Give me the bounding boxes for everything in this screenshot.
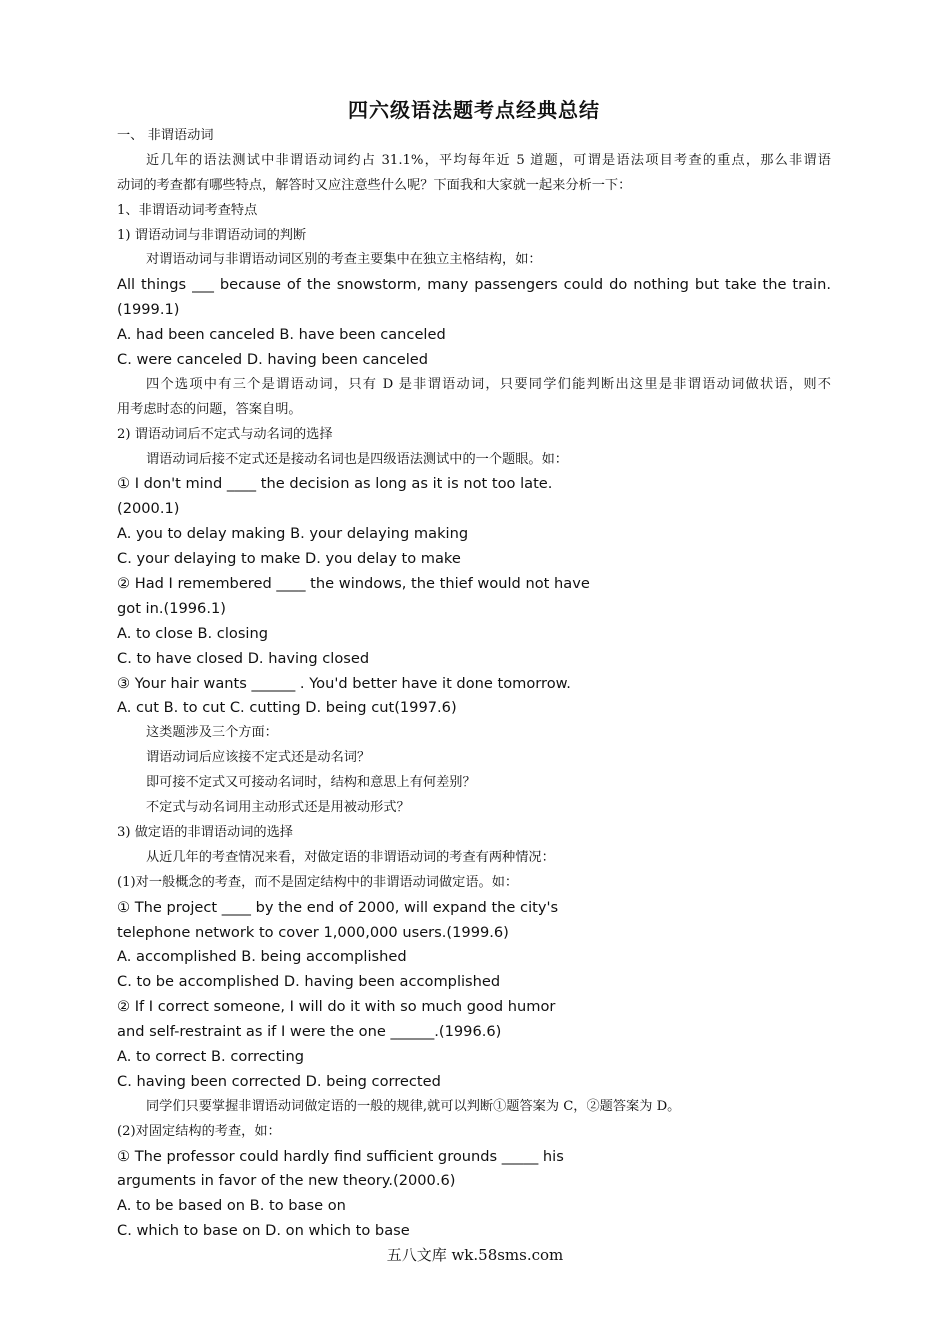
document-body [117, 124, 831, 1244]
text-line: A. cut B. to cut C. cutting D. being cut(1997.6) [117, 699, 457, 717]
text-line: C. your delaying to make D. you delay to make [117, 550, 461, 568]
document-page [117, 96, 831, 1244]
text-line: 1、非谓语动词考查特点 [117, 202, 258, 218]
text-line: 即可接不定式又可接动名词时，结构和意思上有何差别？ [146, 775, 476, 791]
text-line: got in.(1996.1) [117, 599, 226, 617]
text-line: 3) 做定语的非谓语动词的选择 [117, 824, 293, 840]
document-title: 四六级语法题考点经典总结 [348, 98, 600, 122]
text-line: 谓语动词后应该接不定式还是动名词？ [146, 750, 371, 766]
text-line: C. having been corrected D. being corrected [117, 1072, 441, 1090]
text-line: (2)对固定结构的考查，如： [117, 1123, 281, 1139]
text-line: C. were canceled D. having been canceled [117, 351, 429, 369]
text-line: ③ Your hair wants ______ . You'd better have it done tomorrow. [117, 674, 571, 692]
text-line: A. accomplished B. being accomplished [117, 948, 407, 966]
text-line: A. to close B. closing [117, 624, 268, 642]
text-line: telephone network to cover 1,000,000 users.(1999.6) [117, 923, 509, 941]
text-line: 同学们只要掌握非谓语动词做定语的一般的规律,就可以判断①题答案为 C，②题答案为 D。 [146, 1098, 681, 1114]
text-line: A. to correct B. correcting [117, 1047, 304, 1065]
text-line: ① I don't mind ____ the decision as long as it is not too late. [117, 475, 553, 493]
text-line: C. to be accomplished D. having been accomplished [117, 973, 501, 991]
text-line: (2000.1) [117, 500, 180, 518]
text-line: 这类题涉及三个方面： [146, 725, 278, 741]
text-line: A. to be based on B. to base on [117, 1197, 346, 1215]
text-line: 近几年的语法测试中非谓语动词约占 31.1%，平均每年近 5 道题，可谓是语法项目考查的重点，那么非谓语 [146, 152, 831, 168]
text-line: ① The project ____ by the end of 2000, will expand the city's [117, 898, 559, 916]
text-line: C. which to base on D. on which to base [117, 1222, 410, 1240]
text-line: 谓语动词后接不定式还是接动名词也是四级语法测试中的一个题眼。如： [146, 451, 568, 467]
text-line: A. had been canceled B. have been canceled [117, 326, 446, 344]
text-line: All things ___ because of the snowstorm, many passengers could do nothing but take the train. [117, 276, 831, 294]
footer-watermark: 五八文库 wk.58sms.com [386, 1246, 564, 1264]
text-line: and self-restraint as if I were the one ______.(1996.6) [117, 1023, 502, 1041]
text-line: ① The professor could hardly find sufficient grounds _____ his [117, 1147, 564, 1165]
text-line: 从近几年的考查情况来看，对做定语的非谓语动词的考查有两种情况： [146, 849, 555, 865]
text-line: 一、 非谓语动词 [117, 128, 214, 143]
text-line: 不定式与动名词用主动形式还是用被动形式？ [146, 800, 410, 816]
text-line: (1999.1) [117, 301, 180, 319]
text-line: ② Had I remembered ____ the windows, the thief would not have [117, 575, 590, 593]
text-line: A. you to delay making B. your delaying making [117, 525, 469, 543]
text-line: 四个选项中有三个是谓语动词，只有 D 是非谓语动词，只要同学们能判断出这里是非谓语动词做状语，则不 [146, 376, 831, 392]
text-line: C. to have closed D. having closed [117, 649, 370, 667]
text-line: 2) 谓语动词后不定式与动名词的选择 [117, 426, 333, 442]
text-line: 动词的考查都有哪些特点，解答时又应注意些什么呢？下面我和大家就一起来分析一下： [117, 177, 632, 193]
text-line: 1) 谓语动词与非谓语动词的判断 [117, 227, 307, 243]
text-line: arguments in favor of the new theory.(2000.6) [117, 1172, 456, 1190]
text-line: ② If I correct someone, I will do it with so much good humor [117, 998, 556, 1016]
text-line: 用考虑时态的问题，答案自明。 [117, 401, 302, 417]
text-line: (1)对一般概念的考查，而不是固定结构中的非谓语动词做定语。如： [117, 874, 519, 890]
text-line: 对谓语动词与非谓语动词区别的考查主要集中在独立主格结构，如： [146, 252, 542, 268]
